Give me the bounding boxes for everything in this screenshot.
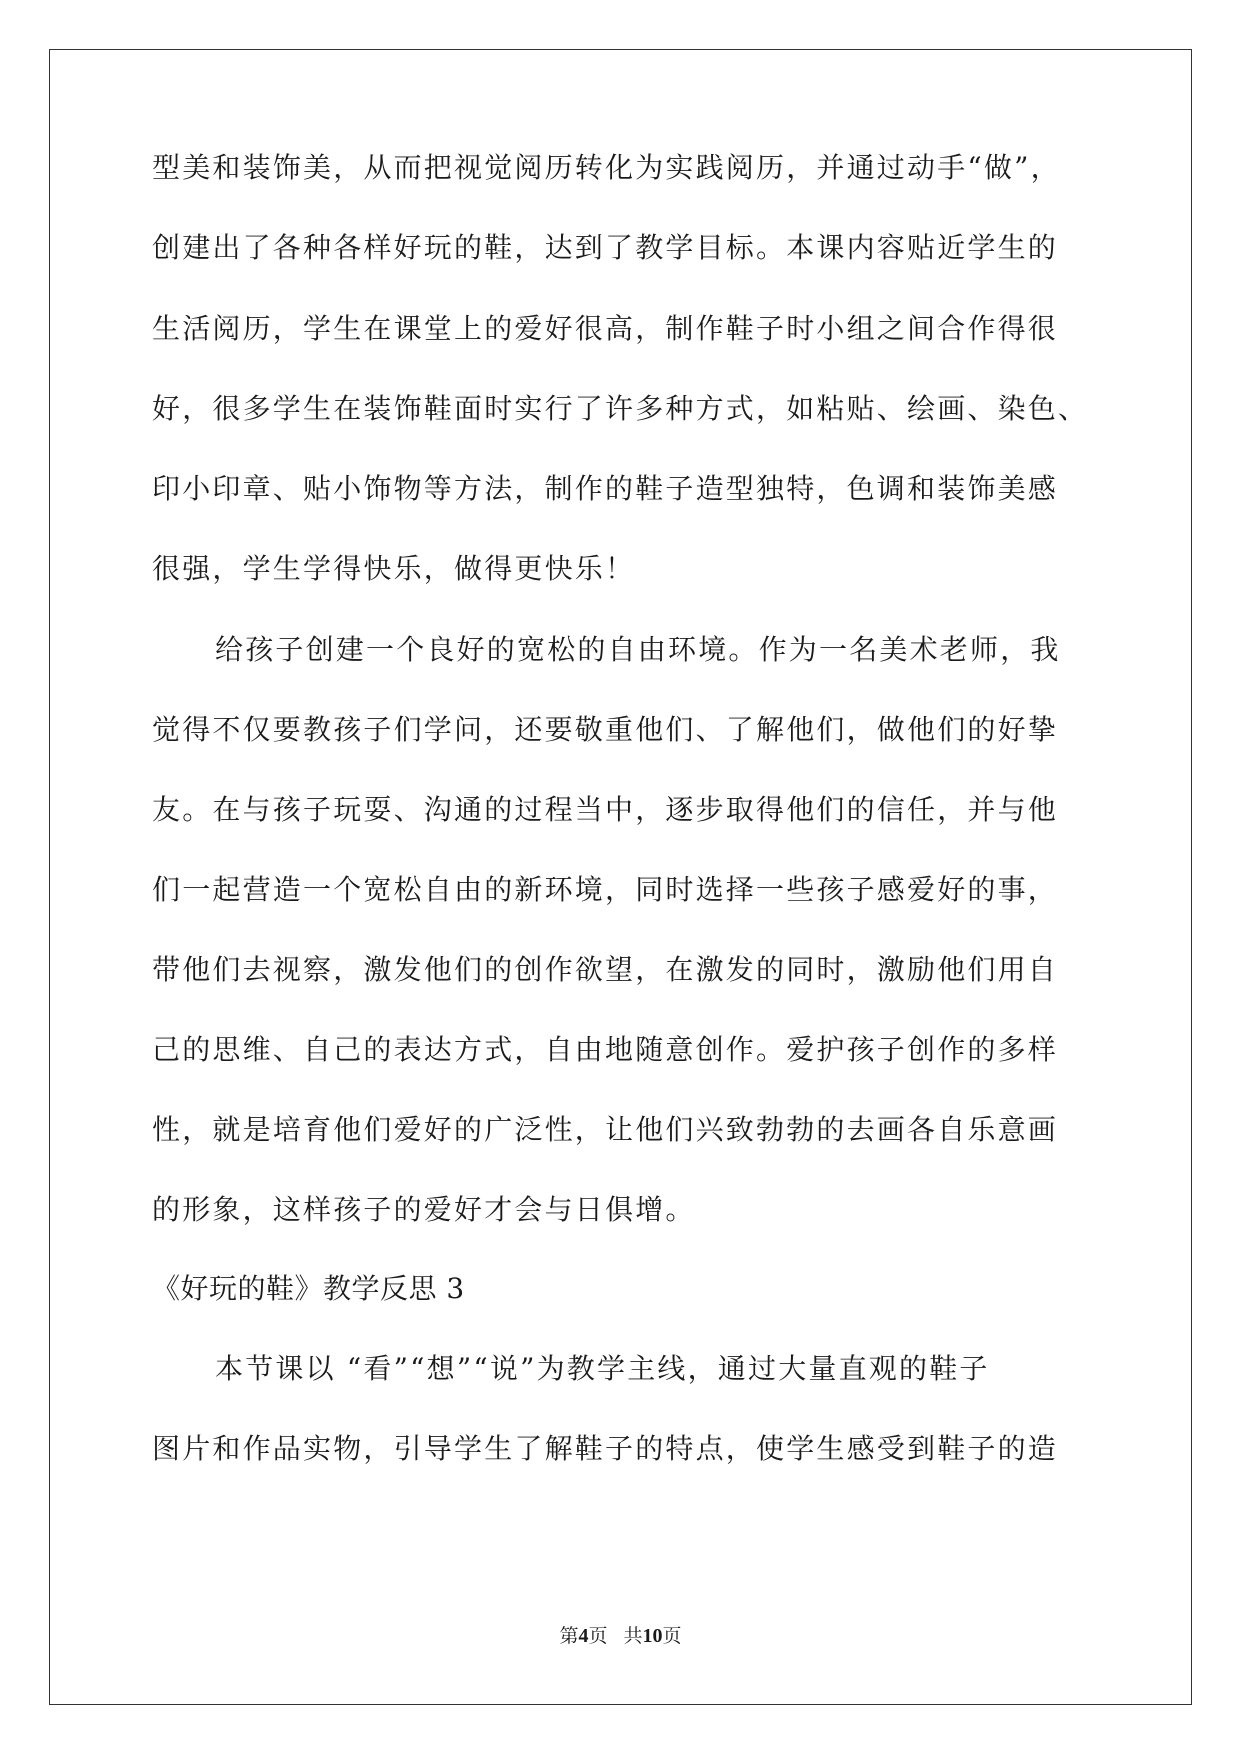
paragraph-line: 己的思维、自己的表达方式，自由地随意创作。爱护孩子创作的多样 — [152, 1033, 1059, 1066]
paragraph-line: 创建出了各种各样好玩的鞋，达到了教学目标。本课内容贴近学生的 — [152, 231, 1059, 264]
total-pages: 10 — [642, 1625, 663, 1647]
paragraph-line: 友。在与孩子玩耍、沟通的过程当中，逐步取得他们的信任，并与他 — [152, 793, 1059, 826]
paragraph-line: 性，就是培育他们爱好的广泛性，让他们兴致勃勃的去画各自乐意画 — [152, 1113, 1059, 1146]
paragraph-line: 本节课以 “看”“想”“说”为教学主线，通过大量直观的鞋子 — [215, 1352, 990, 1385]
paragraph-line: 很强，学生学得快乐，做得更快乐！ — [152, 552, 636, 585]
paragraph-line: 的形象，这样孩子的爱好才会与日俱增。 — [152, 1193, 696, 1226]
section-heading: 《好玩的鞋》教学反思 3 — [152, 1272, 465, 1305]
paragraph-line: 生活阅历，学生在课堂上的爱好很高，制作鞋子时小组之间合作得很 — [152, 312, 1059, 345]
total-prefix: 共 — [623, 1625, 643, 1647]
paragraph-line: 型美和装饰美，从而把视觉阅历转化为实践阅历，并通过动手“做”， — [152, 151, 1061, 184]
page-number: 4 — [578, 1625, 589, 1647]
total-suffix: 页 — [662, 1625, 682, 1647]
page-footer — [0, 1624, 1241, 1648]
page-suffix: 页 — [588, 1625, 608, 1647]
paragraph-line: 印小印章、贴小饰物等方法，制作的鞋子造型独特，色调和装饰美感 — [152, 472, 1059, 505]
paragraph-line: 给孩子创建一个良好的宽松的自由环境。作为一名美术老师，我 — [215, 633, 1061, 666]
paragraph-line: 带他们去视察，激发他们的创作欲望，在激发的同时，激励他们用自 — [152, 953, 1059, 986]
paragraph-line: 觉得不仅要教孩子们学问，还要敬重他们、了解他们，做他们的好挚 — [152, 713, 1059, 746]
page-prefix: 第 — [559, 1625, 579, 1647]
paragraph-line: 好，很多学生在装饰鞋面时实行了许多种方式，如粘贴、绘画、染色、 — [152, 392, 1089, 425]
paragraph-line: 们一起营造一个宽松自由的新环境，同时选择一些孩子感爱好的事， — [152, 873, 1059, 906]
paragraph-line: 图片和作品实物，引导学生了解鞋子的特点，使学生感受到鞋子的造 — [152, 1432, 1059, 1465]
